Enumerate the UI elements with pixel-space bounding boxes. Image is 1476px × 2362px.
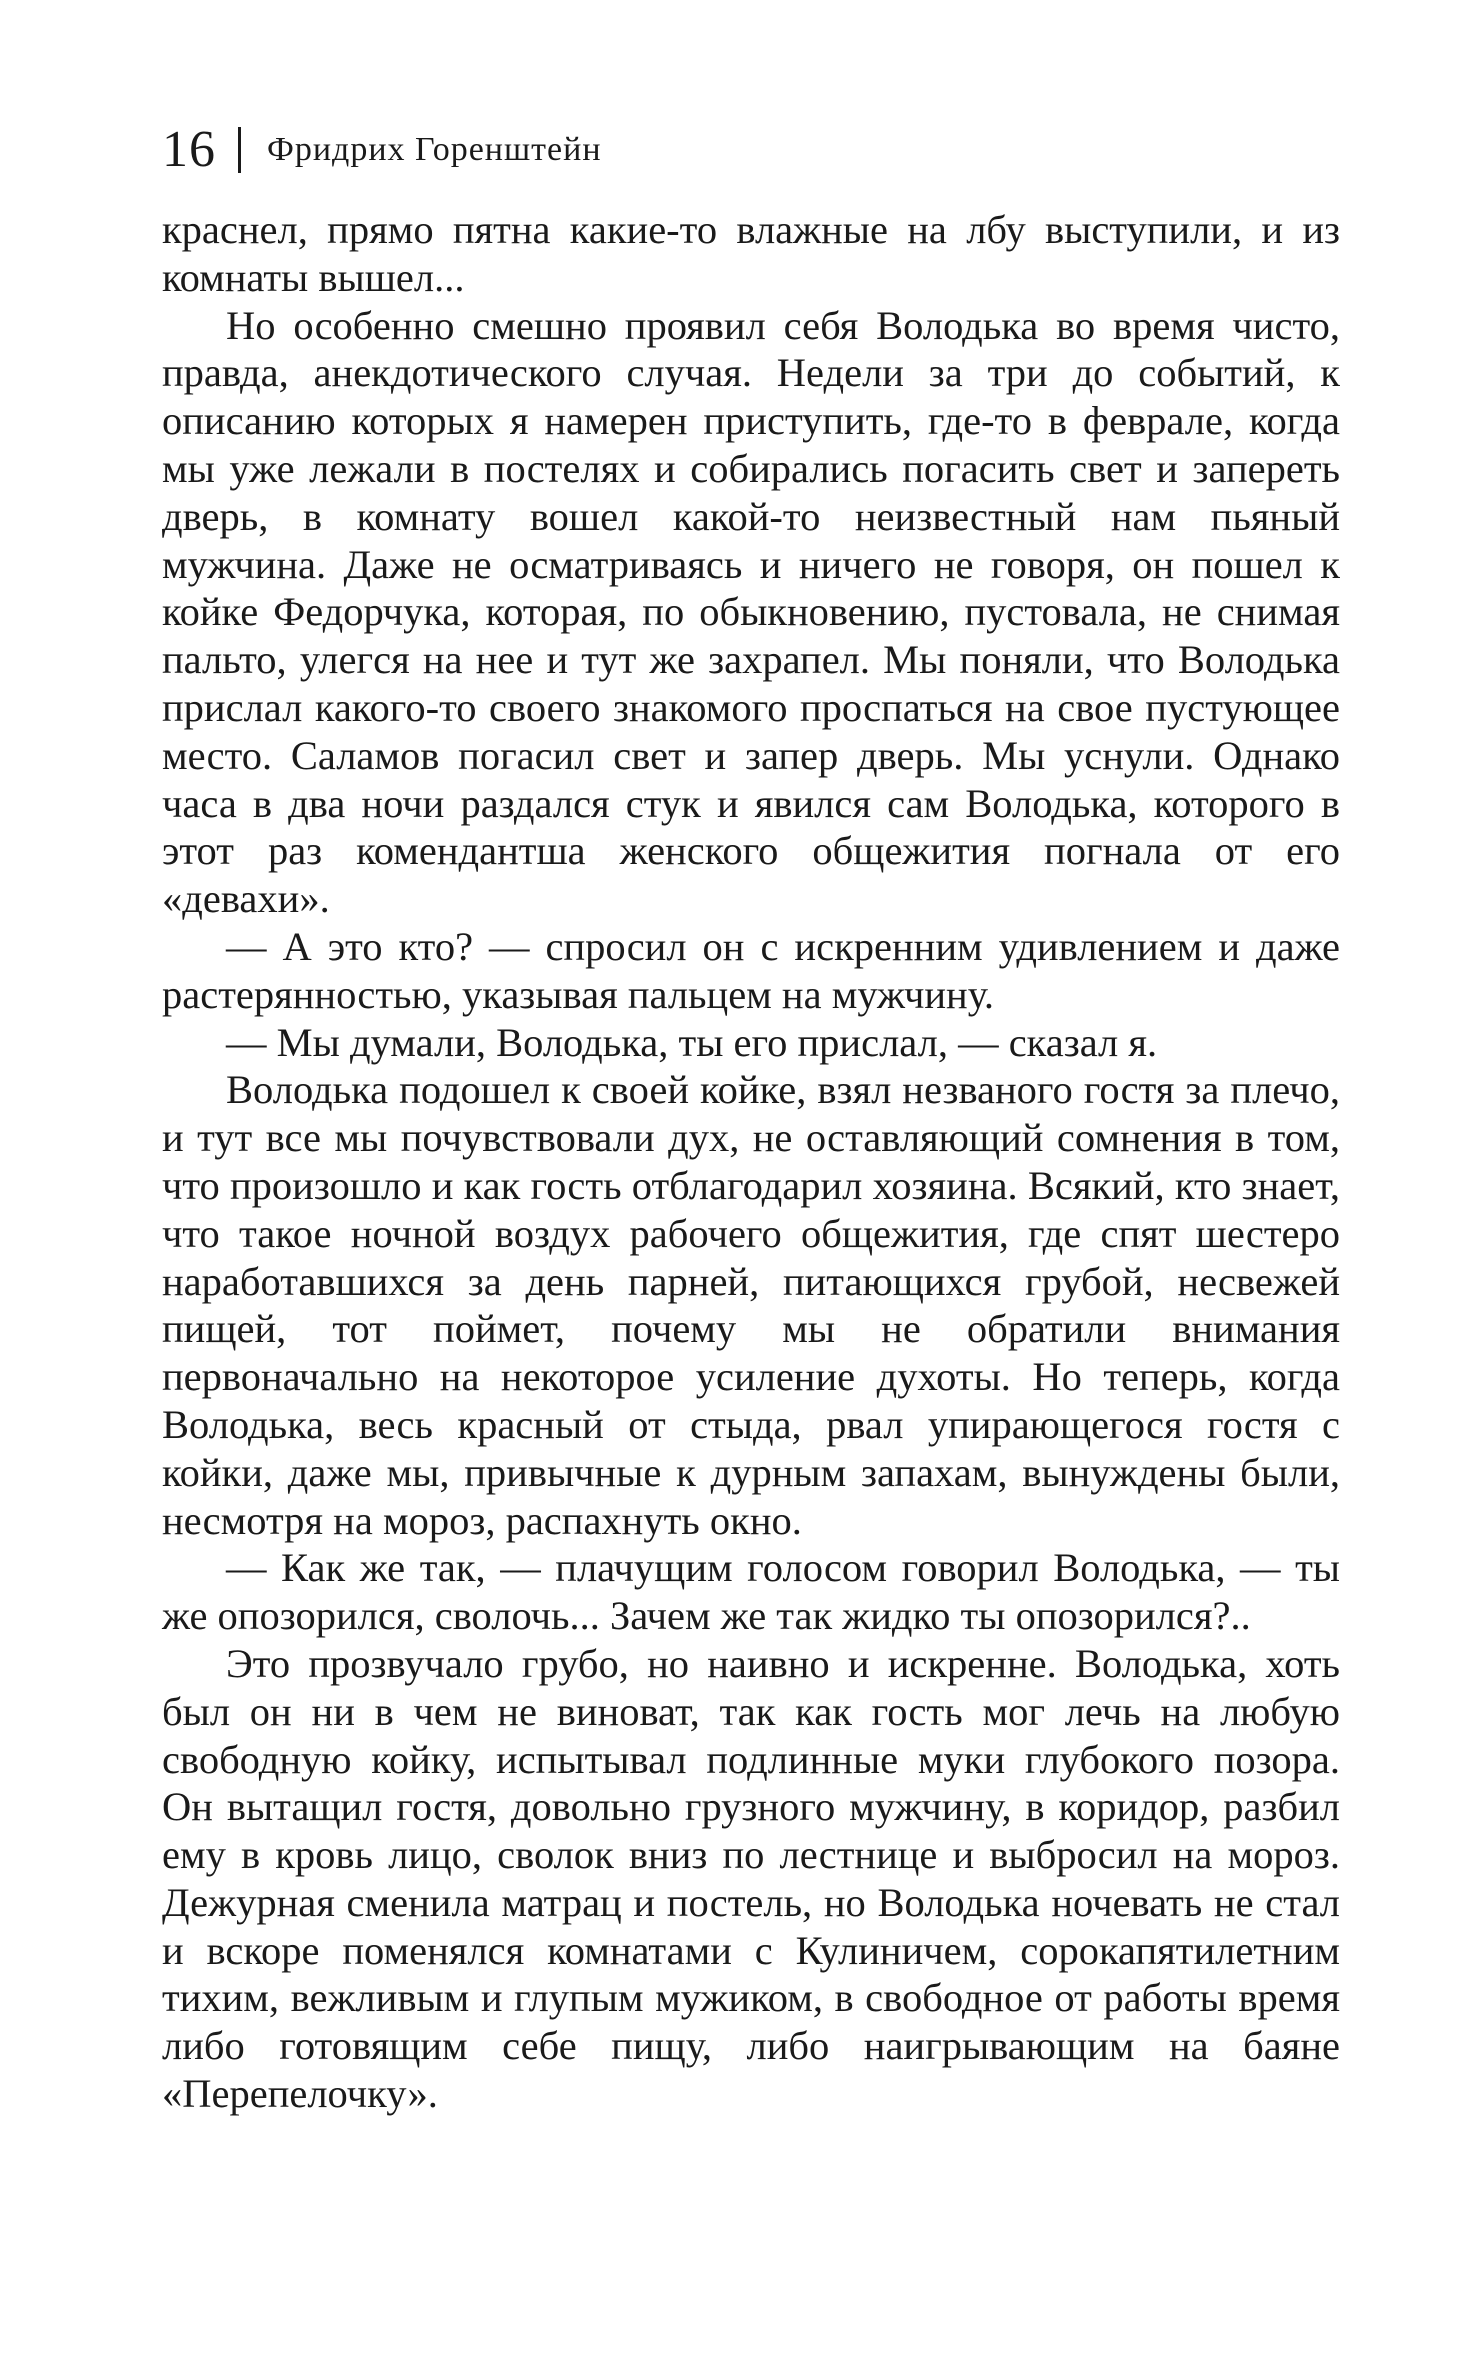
paragraph: — Мы думали, Володька, ты его прислал, — сказал я. (226, 1019, 1158, 1065)
header-divider (238, 127, 241, 173)
paragraph: краснел, прямо пятна какие-то влажные на лбу выступили, и из комнаты вышел... (162, 207, 1340, 300)
paragraph: Это прозвучало грубо, но наивно и искренне. Володька, хоть был он ни в чем не виноват, так как гость мог лечь на любую свободную койку, испытывал подлинные муки глубокого позора. Он вытащил гостя, довольно грузного мужчину, в коридор, разбил ему в кровь лицо, сволок вниз по лестнице и выбросил на мороз. Дежурная сменила матрац и постель, но Володька ночевать не стал и вскоре поменялся комнатами с Кулиничем, сорокапятилетним тихим, вежливым и глупым мужиком, в свободное от работы время либо готовящим себе пищу, либо наигрывающим на баяне «Перепелочку». (162, 1640, 1340, 2117)
paragraph: Но особенно смешно проявил себя Володька во время чисто, правда, анекдотического случая. Недели за три до событий, к описанию которых я намерен приступить, где-то в феврале, когда мы уже лежали в постелях и собирались погасить свет и запереть дверь, в комнату вошел какой-то неизвестный нам пьяный мужчина. Даже не осматриваясь и ничего не говоря, он пошел к койке Федорчука, которая, по обыкновению, пустовала, не снимая пальто, улегся на нее и тут же захрапел. Мы поняли, что Володька прислал какого-то своего знакомого проспаться на свое пустующее место. Саламов погасил свет и запер дверь. Мы уснули. Однако часа в два ночи раздался стук и явился сам Володька, которого в этот раз комендантша женского общежития погнала от его «девахи». (162, 302, 1340, 922)
author-name: Фридрих Горенштейн (267, 131, 602, 168)
paragraph: Володька подошел к своей койке, взял незваного гостя за плечо, и тут все мы почувствовали дух, не оставляющий сомнения в том, что произошло и как гость отблагодарил хозяина. Всякий, кто знает, что такое ночной воздух рабочего общежития, где спят шестеро наработавшихся за день парней, питающихся грубой, несвежей пищей, тот поймет, почему мы не обратили внимания первоначально на некоторое усиление духоты. Но теперь, когда Володька, весь красный от стыда, рвал упирающегося гостя с койки, даже мы, привычные к дурным запахам, вынуждены были, несмотря на мороз, распахнуть окно. (162, 1067, 1340, 1543)
running-head (162, 118, 602, 182)
paragraph: — А это кто? — спросил он с искренним удивлением и даже растерянностью, указывая пальцем на мужчину. (162, 923, 1340, 1017)
body-text (162, 206, 1340, 2118)
paragraph: — Как же так, — плачущим голосом говорил Володька, — ты же опозорился, сволочь... Зачем же так жидко ты опозорился?.. (162, 1545, 1340, 1639)
page-number: 16 (162, 121, 216, 178)
